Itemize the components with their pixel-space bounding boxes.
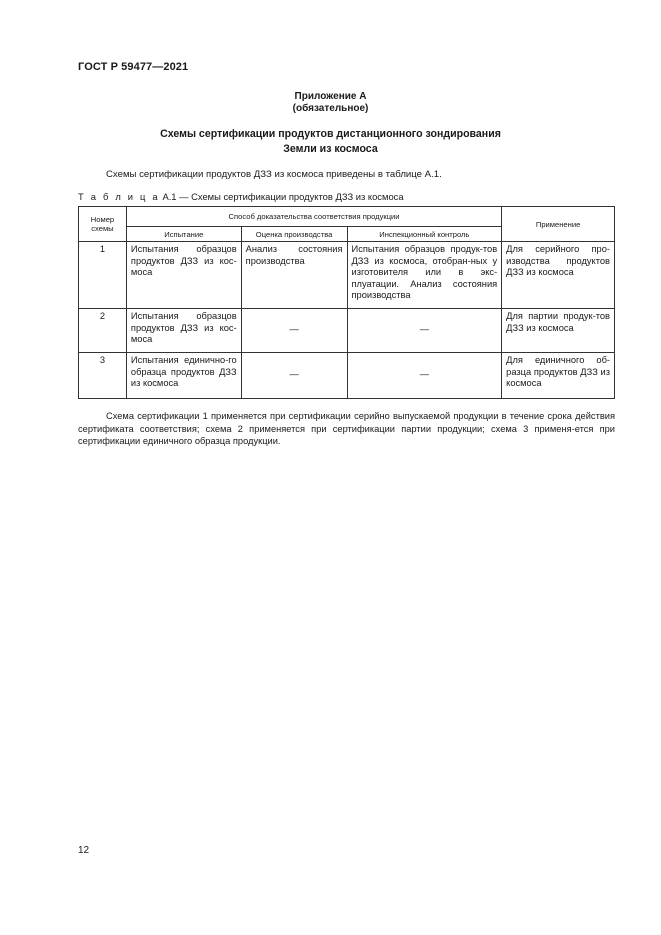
table-caption [78, 191, 404, 202]
certification-schemes-table [78, 206, 615, 399]
header-inspection: Инспекционный контроль [347, 227, 502, 242]
heading-line-1: Схемы сертификации продуктов дистанционного зондирования [160, 128, 501, 140]
header-testing: Испытание [126, 227, 241, 242]
header-number: Номер схемы [79, 207, 127, 242]
cell-application: Для серийного про-изводства продуктов ДЗЗ из космоса [502, 242, 615, 309]
cell-production: — [241, 353, 347, 399]
appendix-title: Приложение А [294, 91, 367, 102]
cell-testing: Испытания образцов продуктов ДЗЗ из кос-моса [126, 309, 241, 353]
cell-inspection: — [347, 353, 502, 399]
cell-number: 1 [79, 242, 127, 309]
table-caption-prefix: Т а б л и ц а [78, 191, 160, 202]
cell-production: Анализ состояния производства [241, 242, 347, 309]
header-application: Применение [502, 207, 615, 242]
appendix-status: (обязательное) [292, 103, 369, 114]
doc-code: ГОСТ Р 59477—2021 [78, 61, 189, 73]
cell-inspection: — [347, 309, 502, 353]
cell-inspection: Испытания образцов продук-тов ДЗЗ из космоса, отобран-ных у изготовителя или в экс-плуатации. Анализ состояния производства [347, 242, 502, 309]
cell-testing: Испытания единично-го образца продуктов ДЗЗ из космоса [126, 353, 241, 399]
cell-number: 3 [79, 353, 127, 399]
cell-application: Для партии продук-тов ДЗЗ из космоса [502, 309, 615, 353]
page-number: 12 [78, 845, 90, 856]
table-row [79, 242, 615, 309]
cell-production: — [241, 309, 347, 353]
table-row [79, 353, 615, 399]
table-row [79, 309, 615, 353]
table-header-row [79, 207, 615, 227]
header-production: Оценка производства [241, 227, 347, 242]
table-caption-text: А.1 — Схемы сертификации продуктов ДЗЗ из космоса [159, 191, 404, 202]
note-paragraph: Схема сертификации 1 применяется при сертификации серийно выпускаемой продукции в течение срока действия сертификата соответствия; схема 2 применяется при сертификации партии продукции; схема 3 применя-ется при сертификации единичного образца продукции. [78, 411, 615, 447]
heading-line-2: Земли из космоса [283, 143, 378, 155]
cell-testing: Испытания образцов продуктов ДЗЗ из кос-моса [126, 242, 241, 309]
cell-application: Для единичного об-разца продуктов ДЗЗ из космоса [502, 353, 615, 399]
intro-paragraph: Схемы сертификации продуктов ДЗЗ из космоса приведены в таблице А.1. [106, 169, 442, 180]
cell-number: 2 [79, 309, 127, 353]
header-method: Способ доказательства соответствия продукции [126, 207, 501, 227]
